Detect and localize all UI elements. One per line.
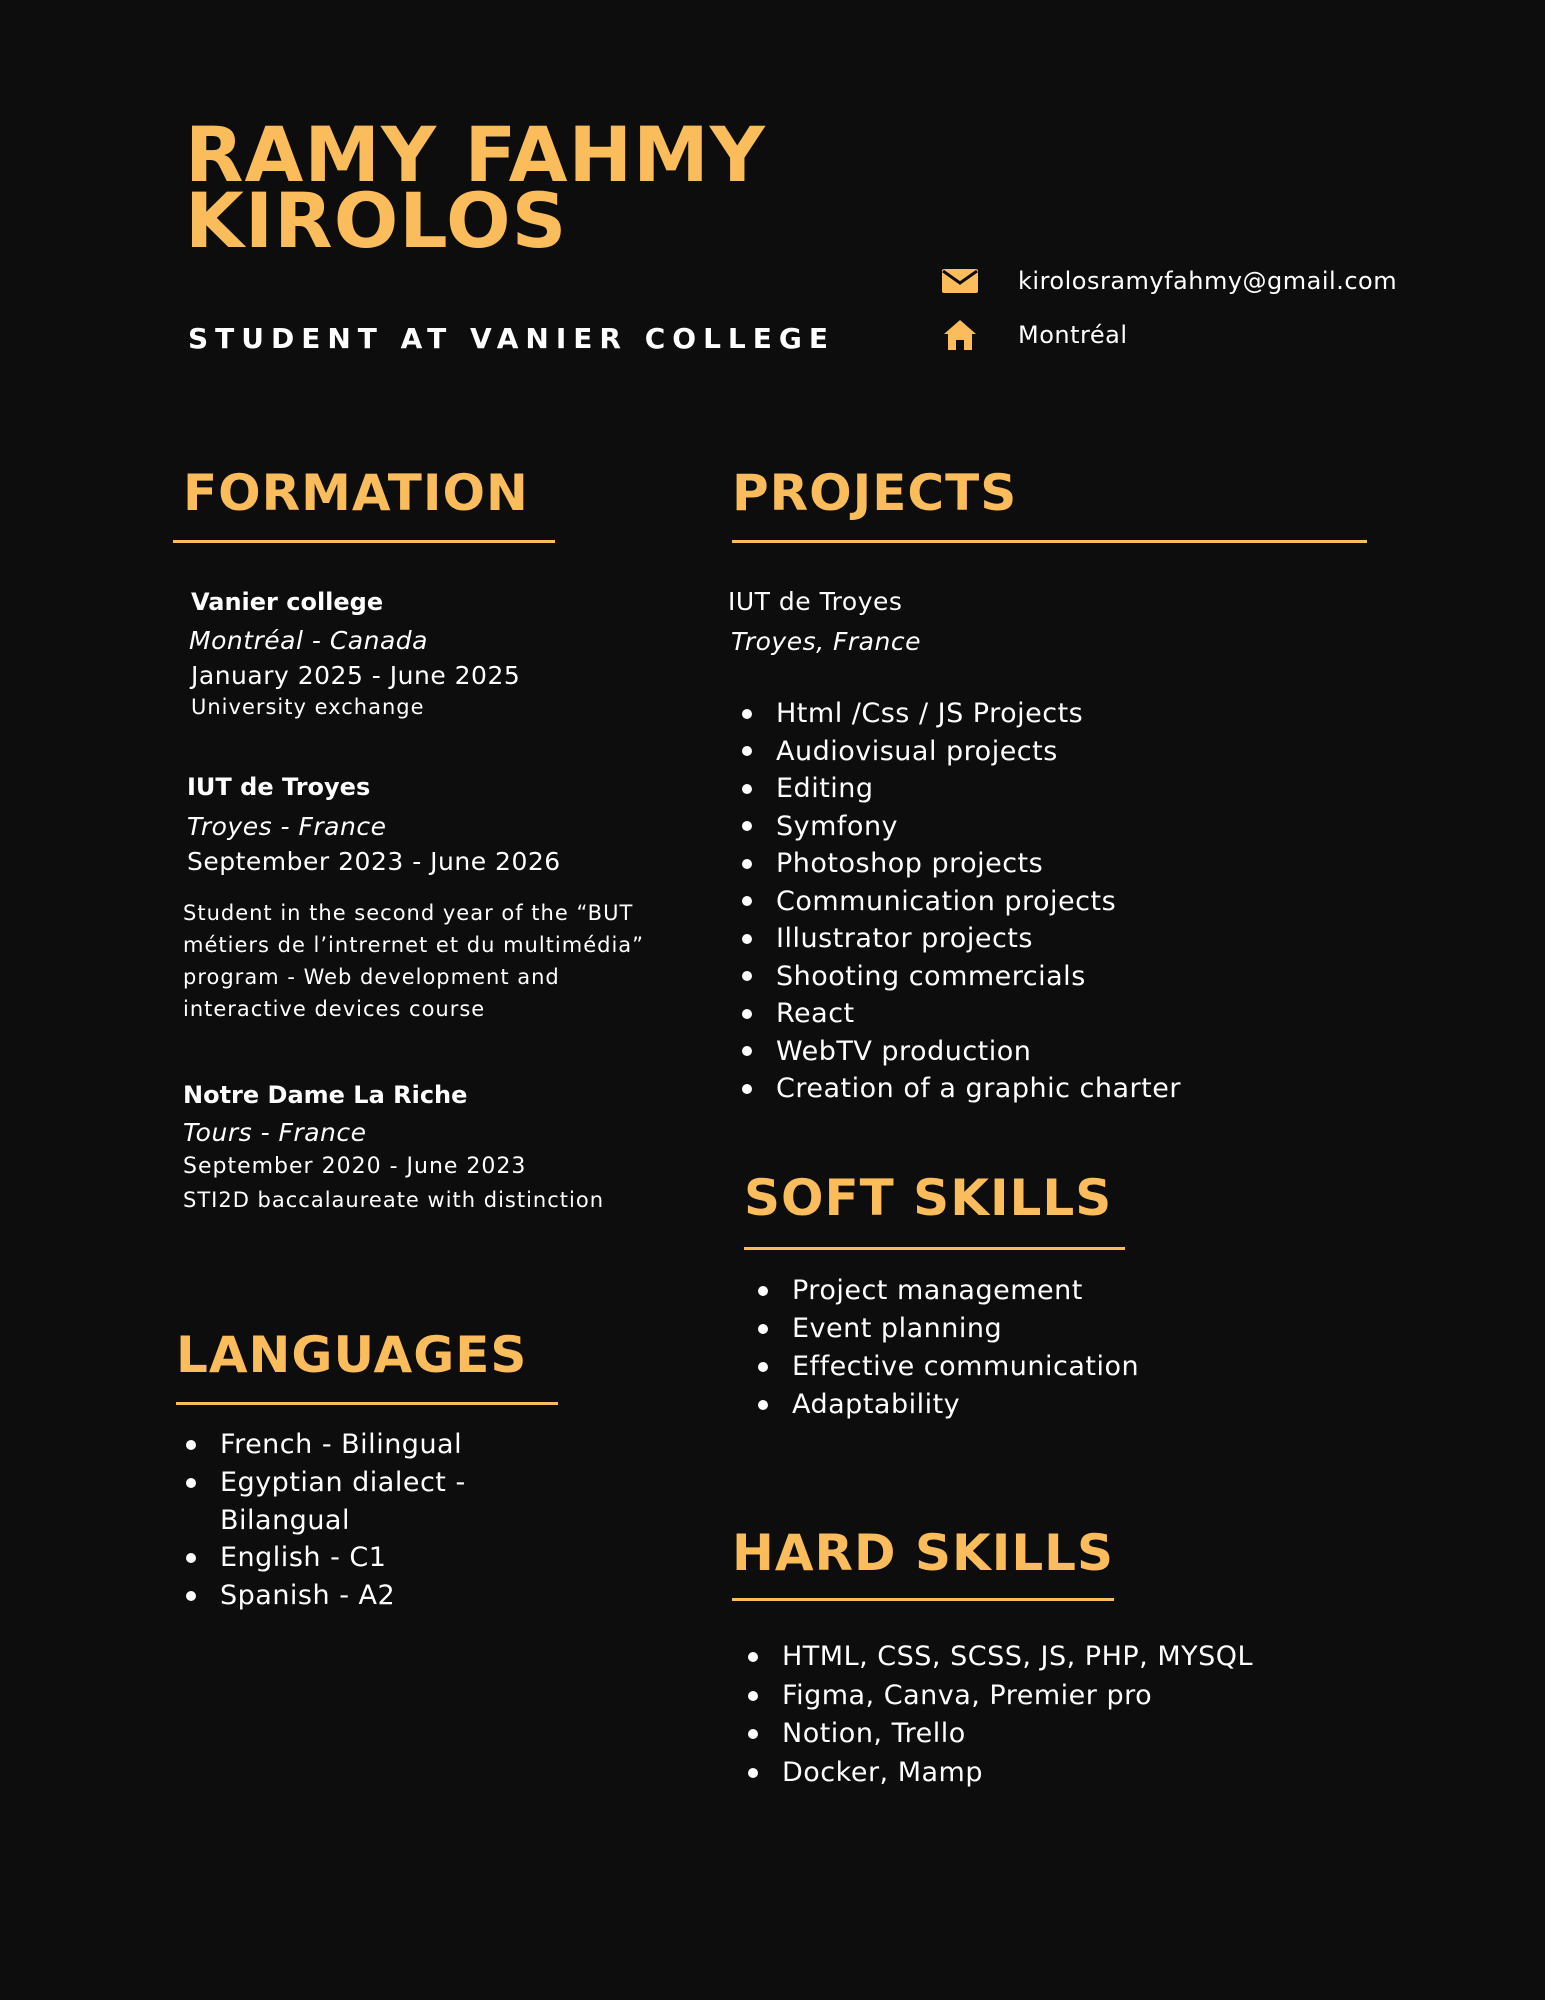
hard-skill-item: HTML, CSS, SCSS, JS, PHP, MYSQL	[745, 1638, 1253, 1677]
name-line-2: KIROLOS	[185, 176, 568, 265]
formation-1-school: Vanier college	[191, 588, 384, 616]
project-item: WebTV production	[739, 1033, 1181, 1071]
formation-3-school: Notre Dame La Riche	[183, 1081, 468, 1109]
formation-divider	[173, 540, 555, 543]
hard-skill-item: Notion, Trello	[745, 1715, 1253, 1754]
mail-icon	[940, 263, 980, 299]
description-line: program - Web development and	[183, 965, 560, 989]
project-item: Shooting commercials	[739, 958, 1181, 996]
projects-heading: PROJECTS	[732, 464, 1018, 522]
contact-email[interactable]: kirolosramyfahmy@gmail.com	[1018, 267, 1398, 295]
formation-1-dates: January 2025 - June 2025	[191, 661, 521, 690]
hard-skills-heading: HARD SKILLS	[732, 1524, 1115, 1582]
languages-heading: LANGUAGES	[176, 1326, 528, 1384]
hard-skill-item: Docker, Mamp	[745, 1754, 1253, 1793]
home-icon	[940, 317, 980, 353]
contact-location-row	[940, 317, 1128, 353]
project-item: Symfony	[739, 808, 1181, 846]
projects-divider	[732, 540, 1367, 543]
language-item: French - Bilingual	[183, 1426, 466, 1464]
project-item: React	[739, 995, 1181, 1033]
formation-3-place: Tours - France	[183, 1118, 367, 1147]
projects-place: Troyes, France	[731, 627, 921, 656]
soft-skills-divider	[744, 1247, 1125, 1250]
formation-2-description	[183, 897, 644, 1025]
languages-divider	[176, 1402, 558, 1405]
hard-skill-item: Figma, Canva, Premier pro	[745, 1677, 1253, 1716]
formation-2-dates: September 2023 - June 2026	[187, 847, 561, 876]
name-line-1: RAMY FAHMY	[185, 110, 766, 199]
soft-skills-heading: SOFT SKILLS	[744, 1169, 1113, 1227]
job-title: STUDENT AT VANIER COLLEGE	[188, 322, 835, 355]
formation-2-place: Troyes - France	[187, 812, 387, 841]
soft-skills-list	[755, 1272, 1139, 1424]
soft-skill-item: Event planning	[755, 1310, 1139, 1348]
language-item: English - C1	[183, 1539, 466, 1577]
hard-skills-list	[745, 1638, 1253, 1792]
language-item-continued: Bilangual	[220, 1505, 350, 1536]
formation-2-school: IUT de Troyes	[187, 773, 371, 801]
language-item: Spanish - A2	[183, 1577, 466, 1615]
formation-3-note: STI2D baccalaureate with distinction	[183, 1188, 605, 1212]
languages-list	[183, 1426, 466, 1615]
project-item: Photoshop projects	[739, 845, 1181, 883]
formation-3-dates: September 2020 - June 2023	[183, 1154, 527, 1179]
project-item: Audiovisual projects	[739, 733, 1181, 771]
soft-skill-item: Effective communication	[755, 1348, 1139, 1386]
projects-list	[739, 695, 1181, 1108]
soft-skill-item: Adaptability	[755, 1386, 1139, 1424]
description-line: métiers de l’intrernet et du multimédia”	[183, 933, 645, 957]
description-line: interactive devices course	[183, 997, 486, 1021]
project-item: Html /Css / JS Projects	[739, 695, 1181, 733]
hard-skills-divider	[732, 1598, 1114, 1601]
formation-1-note: University exchange	[191, 695, 425, 719]
contact-location: Montréal	[1018, 321, 1128, 349]
description-line: Student in the second year of the “BUT	[183, 901, 634, 925]
project-item: Illustrator projects	[739, 920, 1181, 958]
contact-email-row	[940, 263, 1397, 299]
project-item: Editing	[739, 770, 1181, 808]
formation-1-place: Montréal - Canada	[189, 626, 428, 655]
formation-heading: FORMATION	[183, 464, 529, 522]
projects-school: IUT de Troyes	[728, 587, 903, 616]
candidate-name	[185, 110, 766, 265]
project-item: Communication projects	[739, 883, 1181, 921]
soft-skill-item: Project management	[755, 1272, 1139, 1310]
language-item: Egyptian dialect -	[183, 1464, 466, 1502]
project-item: Creation of a graphic charter	[739, 1070, 1181, 1108]
